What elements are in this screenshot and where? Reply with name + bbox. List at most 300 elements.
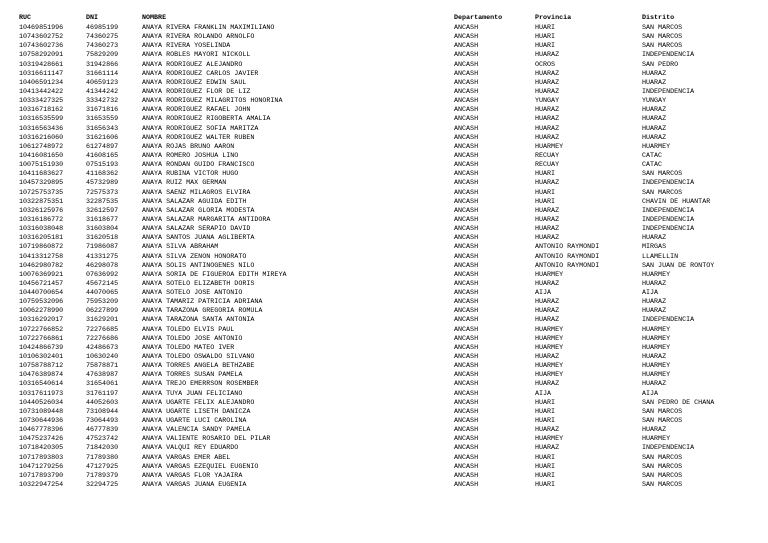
- table-row: [0, 33, 768, 42]
- provincia-cell: HUARAZ: [535, 87, 560, 96]
- departamento-cell: ANCASH: [454, 343, 479, 352]
- departamento-cell: ANCASH: [454, 307, 479, 316]
- departamento-cell: ANCASH: [454, 234, 479, 243]
- dni-cell: 71986087: [86, 243, 119, 252]
- provincia-cell: HUARMEY: [535, 325, 564, 334]
- table-row: [0, 408, 768, 417]
- ruc-cell: 10759532096: [19, 298, 64, 307]
- dni-cell: 33342732: [86, 97, 119, 106]
- nombre-cell: ANAYA UGARTE LUCI CAROLINA: [142, 417, 247, 426]
- table-row: [0, 262, 768, 271]
- table-header-row: [0, 14, 768, 23]
- dni-cell: 31654061: [86, 380, 119, 389]
- departamento-cell: ANCASH: [454, 471, 479, 480]
- dni-cell: 72276685: [86, 325, 119, 334]
- provincia-cell: HUARMEY: [535, 270, 564, 279]
- provincia-cell: RECUAY: [535, 151, 560, 160]
- dni-cell: 41168362: [86, 170, 119, 179]
- departamento-cell: ANCASH: [454, 215, 479, 224]
- provincia-cell: HUARAZ: [535, 279, 560, 288]
- ruc-cell: 10316540614: [19, 380, 64, 389]
- dni-cell: 46298078: [86, 261, 119, 270]
- header-dni: DNI: [86, 14, 99, 22]
- nombre-cell: ANAYA VALENCIA SANDY PAMELA: [142, 426, 251, 435]
- table-row: [0, 125, 768, 134]
- departamento-cell: ANCASH: [454, 124, 479, 133]
- ruc-cell: 10469851996: [19, 24, 64, 32]
- distrito-cell: INDEPENDENCIA: [642, 51, 695, 60]
- nombre-cell: ANAYA SILVA ABRAHAM: [142, 243, 219, 252]
- dni-cell: 06227899: [86, 307, 119, 316]
- departamento-cell: ANCASH: [454, 462, 479, 471]
- dni-cell: 71842030: [86, 444, 119, 453]
- dni-cell: 75829209: [86, 51, 119, 60]
- ruc-cell: 10316205181: [19, 234, 64, 243]
- dni-cell: 07636992: [86, 270, 119, 279]
- ruc-cell: 10411683627: [19, 170, 64, 179]
- provincia-cell: HUARI: [535, 170, 556, 179]
- dni-cell: 31620518: [86, 234, 119, 243]
- distrito-cell: INDEPENDENCIA: [642, 87, 695, 96]
- nombre-cell: ANAYA ROJAS BRUNO AARON: [142, 142, 235, 151]
- departamento-cell: ANCASH: [454, 325, 479, 334]
- departamento-cell: ANCASH: [454, 407, 479, 416]
- distrito-cell: MIRGAS: [642, 243, 667, 252]
- distrito-cell: HUARAZ: [642, 426, 667, 435]
- header-distrito: Distrito: [642, 14, 675, 22]
- ruc-cell: 10719860872: [19, 243, 64, 252]
- distrito-cell: INDEPENDENCIA: [642, 206, 695, 215]
- table-row: [0, 298, 768, 307]
- departamento-cell: ANCASH: [454, 142, 479, 151]
- departamento-cell: ANCASH: [454, 334, 479, 343]
- ruc-cell: 10440700654: [19, 289, 64, 298]
- ruc-cell: 10612748972: [19, 142, 64, 151]
- departamento-cell: ANCASH: [454, 115, 479, 124]
- table-row: [0, 115, 768, 124]
- distrito-cell: HUARAZ: [642, 124, 667, 133]
- nombre-cell: ANAYA SALAZAR SERAPIO DAVID: [142, 225, 251, 234]
- departamento-cell: ANCASH: [454, 69, 479, 78]
- nombre-cell: ANAYA RUIZ MAX GERMAN: [142, 179, 227, 188]
- provincia-cell: HUARMEY: [535, 142, 564, 151]
- table-row: [0, 161, 768, 170]
- dni-cell: 44052603: [86, 398, 119, 407]
- table-row: [0, 454, 768, 463]
- provincia-cell: HUARAZ: [535, 298, 560, 307]
- nombre-cell: ANAYA ROBLES MAYORI NICKOLL: [142, 51, 251, 60]
- distrito-cell: SAN JUAN DE RONTOY: [642, 261, 715, 270]
- ruc-cell: 10462980782: [19, 261, 64, 270]
- distrito-cell: HUARAZ: [642, 298, 667, 307]
- nombre-cell: ANAYA RODRIGUEZ MILAGRITOS HONORINA: [142, 97, 283, 106]
- departamento-cell: ANCASH: [454, 353, 479, 362]
- ruc-cell: 10471279256: [19, 462, 64, 471]
- departamento-cell: ANCASH: [454, 380, 479, 389]
- provincia-cell: HUARI: [535, 398, 556, 407]
- dni-cell: 44070065: [86, 289, 119, 298]
- table-row: [0, 280, 768, 289]
- dni-cell: 31653559: [86, 115, 119, 124]
- dni-cell: 31656343: [86, 124, 119, 133]
- table-row: [0, 472, 768, 481]
- provincia-cell: HUARI: [535, 33, 556, 42]
- distrito-cell: HUARAZ: [642, 307, 667, 316]
- departamento-cell: ANCASH: [454, 389, 479, 398]
- departamento-cell: ANCASH: [454, 289, 479, 298]
- nombre-cell: ANAYA SOTELO ELIZABETH DORIS: [142, 279, 255, 288]
- departamento-cell: ANCASH: [454, 197, 479, 206]
- provincia-cell: HUARI: [535, 453, 556, 462]
- ruc-cell: 10062278990: [19, 307, 64, 316]
- ruc-cell: 10316038048: [19, 225, 64, 234]
- nombre-cell: ANAYA TARAZONA GREGORIA ROMULA: [142, 307, 263, 316]
- departamento-cell: ANCASH: [454, 279, 479, 288]
- ruc-cell: 10467778396: [19, 426, 64, 435]
- nombre-cell: ANAYA TORRES ANGELA BETHZABE: [142, 362, 255, 371]
- departamento-cell: ANCASH: [454, 481, 479, 489]
- ruc-cell: 10456721457: [19, 279, 64, 288]
- header-departamento: Departamento: [454, 14, 503, 22]
- dni-cell: 31761197: [86, 389, 119, 398]
- nombre-cell: ANAYA TOLEDO MATEO IVER: [142, 343, 235, 352]
- nombre-cell: ANAYA SALAZAR GLORIA MODESTA: [142, 206, 255, 215]
- ruc-cell: 10743602736: [19, 42, 64, 51]
- nombre-cell: ANAYA TARAZONA SANTA ANTONIA: [142, 316, 255, 325]
- provincia-cell: HUARAZ: [535, 234, 560, 243]
- dni-cell: 31629201: [86, 316, 119, 325]
- ruc-cell: 10722766852: [19, 325, 64, 334]
- provincia-cell: HUARAZ: [535, 426, 560, 435]
- table-row: [0, 335, 768, 344]
- departamento-cell: ANCASH: [454, 78, 479, 87]
- ruc-cell: 10406591234: [19, 78, 64, 87]
- ruc-cell: 10333427325: [19, 97, 64, 106]
- ruc-cell: 10758788712: [19, 362, 64, 371]
- dni-cell: 74360273: [86, 42, 119, 51]
- header-nombre: NOMBRE: [142, 14, 167, 22]
- dni-cell: 40659123: [86, 78, 119, 87]
- provincia-cell: HUARAZ: [535, 106, 560, 115]
- table-row: [0, 234, 768, 243]
- nombre-cell: ANAYA SORIA DE FIGUEROA EDITH MIREYA: [142, 270, 287, 279]
- provincia-cell: HUARAZ: [535, 133, 560, 142]
- nombre-cell: ANAYA TUYA JUAN FELICIANO: [142, 389, 243, 398]
- distrito-cell: HUARMEY: [642, 343, 671, 352]
- provincia-cell: ANTONIO RAYMONDI: [535, 252, 600, 261]
- distrito-cell: HUARMEY: [642, 325, 671, 334]
- distrito-cell: SAN MARCOS: [642, 407, 683, 416]
- departamento-cell: ANCASH: [454, 42, 479, 51]
- departamento-cell: ANCASH: [454, 426, 479, 435]
- dni-cell: 31942866: [86, 60, 119, 69]
- provincia-cell: HUARI: [535, 407, 556, 416]
- provincia-cell: HUARMEY: [535, 371, 564, 380]
- nombre-cell: ANAYA TOLEDO OSWALDO SILVANO: [142, 353, 255, 362]
- dni-cell: 47638987: [86, 371, 119, 380]
- ruc-cell: 10316563436: [19, 124, 64, 133]
- provincia-cell: HUARMEY: [535, 362, 564, 371]
- table-row: [0, 207, 768, 216]
- nombre-cell: ANAYA RODRIGUEZ WALTER RUBEN: [142, 133, 255, 142]
- nombre-cell: ANAYA RIVERA FRANKLIN MAXIMILIANO: [142, 24, 275, 32]
- dni-cell: 47127925: [86, 462, 119, 471]
- table-row: [0, 353, 768, 362]
- distrito-cell: INDEPENDENCIA: [642, 444, 695, 453]
- distrito-cell: HUARAZ: [642, 133, 667, 142]
- nombre-cell: ANAYA TOLEDO ELVIS PAUL: [142, 325, 235, 334]
- distrito-cell: HUARMEY: [642, 371, 671, 380]
- ruc-cell: 10717893803: [19, 453, 64, 462]
- ruc-cell: 10316611147: [19, 69, 64, 78]
- table-row: [0, 88, 768, 97]
- provincia-cell: YUNGAY: [535, 97, 560, 106]
- table-row: [0, 289, 768, 298]
- departamento-cell: ANCASH: [454, 243, 479, 252]
- dni-cell: 73064493: [86, 417, 119, 426]
- provincia-cell: HUARAZ: [535, 206, 560, 215]
- dni-cell: 32612597: [86, 206, 119, 215]
- table-row: [0, 371, 768, 380]
- table-row: [0, 225, 768, 234]
- table-row: [0, 179, 768, 188]
- table-row: [0, 70, 768, 79]
- dni-cell: 10630240: [86, 353, 119, 362]
- departamento-cell: ANCASH: [454, 270, 479, 279]
- table-row: [0, 271, 768, 280]
- distrito-cell: HUARMEY: [642, 142, 671, 151]
- provincia-cell: HUARMEY: [535, 334, 564, 343]
- table-row: [0, 481, 768, 490]
- departamento-cell: ANCASH: [454, 362, 479, 371]
- provincia-cell: HUARAZ: [535, 115, 560, 124]
- dni-cell: 47523742: [86, 435, 119, 444]
- dni-cell: 71789380: [86, 453, 119, 462]
- nombre-cell: ANAYA SALAZAR MARGARITA ANTIDORA: [142, 215, 271, 224]
- departamento-cell: ANCASH: [454, 316, 479, 325]
- distrito-cell: HUARAZ: [642, 69, 667, 78]
- dni-cell: 41344242: [86, 87, 119, 96]
- provincia-cell: HUARAZ: [535, 124, 560, 133]
- distrito-cell: SAN MARCOS: [642, 24, 683, 32]
- ruc-cell: 10319428661: [19, 60, 64, 69]
- dni-cell: 31671816: [86, 106, 119, 115]
- table-row: [0, 24, 768, 33]
- distrito-cell: HUARAZ: [642, 279, 667, 288]
- distrito-cell: HUARMEY: [642, 270, 671, 279]
- distrito-cell: HUARAZ: [642, 78, 667, 87]
- provincia-cell: HUARAZ: [535, 51, 560, 60]
- ruc-cell: 10725753735: [19, 188, 64, 197]
- departamento-cell: ANCASH: [454, 188, 479, 197]
- distrito-cell: INDEPENDENCIA: [642, 179, 695, 188]
- distrito-cell: SAN MARCOS: [642, 453, 683, 462]
- table-row: [0, 42, 768, 51]
- ruc-cell: 10075151930: [19, 161, 64, 170]
- dni-cell: 71789379: [86, 471, 119, 480]
- distrito-cell: INDEPENDENCIA: [642, 215, 695, 224]
- nombre-cell: ANAYA TORRES SUSAN PAMELA: [142, 371, 243, 380]
- departamento-cell: ANCASH: [454, 298, 479, 307]
- departamento-cell: ANCASH: [454, 179, 479, 188]
- provincia-cell: HUARAZ: [535, 215, 560, 224]
- dni-cell: 42486673: [86, 343, 119, 352]
- nombre-cell: ANAYA RODRIGUEZ RIGOBERTA AMALIA: [142, 115, 271, 124]
- table-row: [0, 243, 768, 252]
- distrito-cell: SAN MARCOS: [642, 188, 683, 197]
- dni-cell: 41608165: [86, 151, 119, 160]
- table-row: [0, 106, 768, 115]
- table-row: [0, 134, 768, 143]
- nombre-cell: ANAYA VARGAS FLOR YAJAIRA: [142, 471, 243, 480]
- nombre-cell: ANAYA VALQUI REY EDUARDO: [142, 444, 239, 453]
- provincia-cell: AIJA: [535, 389, 552, 398]
- provincia-cell: OCROS: [535, 60, 556, 69]
- provincia-cell: HUARI: [535, 481, 556, 489]
- provincia-cell: HUARMEY: [535, 343, 564, 352]
- table-row: [0, 51, 768, 60]
- distrito-cell: SAN MARCOS: [642, 170, 683, 179]
- ruc-cell: 10413312758: [19, 252, 64, 261]
- distrito-cell: HUARAZ: [642, 234, 667, 243]
- ruc-cell: 10316216060: [19, 133, 64, 142]
- departamento-cell: ANCASH: [454, 133, 479, 142]
- nombre-cell: ANAYA RODRIGUEZ RAFAEL JOHN: [142, 106, 251, 115]
- provincia-cell: HUARI: [535, 188, 556, 197]
- nombre-cell: ANAYA RUBINA VICTOR HUGO: [142, 170, 239, 179]
- provincia-cell: HUARAZ: [535, 307, 560, 316]
- nombre-cell: ANAYA VARGAS JUANA EUGENIA: [142, 481, 247, 489]
- ruc-cell: 10476389874: [19, 371, 64, 380]
- dni-cell: 32287535: [86, 197, 119, 206]
- nombre-cell: ANAYA SALAZAR AGUIDA EDITH: [142, 197, 247, 206]
- table-row: [0, 316, 768, 325]
- table-row: [0, 253, 768, 262]
- distrito-cell: YUNGAY: [642, 97, 667, 106]
- provincia-cell: HUARI: [535, 197, 556, 206]
- departamento-cell: ANCASH: [454, 161, 479, 170]
- header-provincia: Provincia: [535, 14, 572, 22]
- table-row: [0, 152, 768, 161]
- nombre-cell: ANAYA RIVERA ROLANDO ARNOLFO: [142, 33, 255, 42]
- nombre-cell: ANAYA SILVA ZENON HONORATO: [142, 252, 247, 261]
- distrito-cell: INDEPENDENCIA: [642, 316, 695, 325]
- nombre-cell: ANAYA ROMERO JOSHUA LINO: [142, 151, 239, 160]
- provincia-cell: HUARI: [535, 471, 556, 480]
- departamento-cell: ANCASH: [454, 444, 479, 453]
- provincia-cell: HUARI: [535, 24, 556, 32]
- table-row: [0, 399, 768, 408]
- dni-cell: 07515193: [86, 161, 119, 170]
- dni-cell: 61274897: [86, 142, 119, 151]
- distrito-cell: CATAC: [642, 161, 663, 170]
- dni-cell: 46985199: [86, 24, 119, 32]
- distrito-cell: HUARMEY: [642, 435, 671, 444]
- distrito-cell: HUARAZ: [642, 106, 667, 115]
- dni-cell: 74360275: [86, 33, 119, 42]
- departamento-cell: ANCASH: [454, 24, 479, 32]
- provincia-cell: HUARI: [535, 42, 556, 51]
- nombre-cell: ANAYA UGARTE LISETH DANICZA: [142, 407, 251, 416]
- header-ruc: RUC: [19, 14, 32, 22]
- provincia-cell: HUARI: [535, 462, 556, 471]
- dni-cell: 72575373: [86, 188, 119, 197]
- dni-cell: 72276686: [86, 334, 119, 343]
- ruc-cell: 10424866739: [19, 343, 64, 352]
- table-row: [0, 143, 768, 152]
- table-row: [0, 463, 768, 472]
- ruc-cell: 10322875351: [19, 197, 64, 206]
- distrito-cell: INDEPENDENCIA: [642, 225, 695, 234]
- ruc-cell: 10731089448: [19, 407, 64, 416]
- nombre-cell: ANAYA SAENZ MILAGROS ELVIRA: [142, 188, 251, 197]
- provincia-cell: AIJA: [535, 289, 552, 298]
- ruc-cell: 10743602752: [19, 33, 64, 42]
- distrito-cell: SAN MARCOS: [642, 42, 683, 51]
- distrito-cell: SAN PEDRO: [642, 60, 679, 69]
- nombre-cell: ANAYA VARGAS EMER ABEL: [142, 453, 231, 462]
- nombre-cell: ANAYA VALIENTE ROSARIO DEL PILAR: [142, 435, 271, 444]
- dni-cell: 75953209: [86, 298, 119, 307]
- table-row: [0, 326, 768, 335]
- table-row: [0, 417, 768, 426]
- distrito-cell: HUARAZ: [642, 115, 667, 124]
- distrito-cell: HUARAZ: [642, 380, 667, 389]
- ruc-cell: 10316535599: [19, 115, 64, 124]
- ruc-cell: 10317611973: [19, 389, 64, 398]
- distrito-cell: HUARMEY: [642, 334, 671, 343]
- ruc-cell: 10440526034: [19, 398, 64, 407]
- table-row: [0, 390, 768, 399]
- ruc-cell: 10076369921: [19, 270, 64, 279]
- nombre-cell: ANAYA RODRIGUEZ ALEJANDRO: [142, 60, 243, 69]
- dni-cell: 31603804: [86, 225, 119, 234]
- ruc-cell: 10718420305: [19, 444, 64, 453]
- nombre-cell: ANAYA SOTELO JOSE ANTONIO: [142, 289, 243, 298]
- provincia-cell: ANTONIO RAYMONDI: [535, 243, 600, 252]
- ruc-cell: 10758292091: [19, 51, 64, 60]
- distrito-cell: SAN MARCOS: [642, 471, 683, 480]
- ruc-cell: 10316718162: [19, 106, 64, 115]
- table-row: [0, 435, 768, 444]
- table-row: [0, 444, 768, 453]
- table-row: [0, 61, 768, 70]
- table-row: [0, 189, 768, 198]
- departamento-cell: ANCASH: [454, 261, 479, 270]
- ruc-cell: 10457329895: [19, 179, 64, 188]
- distrito-cell: SAN MARCOS: [642, 462, 683, 471]
- nombre-cell: ANAYA RIVERA YOSELINDA: [142, 42, 231, 51]
- ruc-cell: 10326125976: [19, 206, 64, 215]
- nombre-cell: ANAYA RODRIGUEZ SOFIA MARITZA: [142, 124, 259, 133]
- departamento-cell: ANCASH: [454, 225, 479, 234]
- provincia-cell: HUARAZ: [535, 179, 560, 188]
- distrito-cell: AIJA: [642, 289, 659, 298]
- departamento-cell: ANCASH: [454, 97, 479, 106]
- nombre-cell: ANAYA RODRIGUEZ EDWIN SAUL: [142, 78, 247, 87]
- departamento-cell: ANCASH: [454, 398, 479, 407]
- provincia-cell: HUARAZ: [535, 78, 560, 87]
- distrito-cell: LLAMELLIN: [642, 252, 679, 261]
- departamento-cell: ANCASH: [454, 106, 479, 115]
- nombre-cell: ANAYA VARGAS EZEQUIEL EUGENIO: [142, 462, 259, 471]
- table-row: [0, 79, 768, 88]
- nombre-cell: ANAYA UGARTE FELIX ALEJANDRO: [142, 398, 255, 407]
- nombre-cell: ANAYA TOLEDO JOSE ANTONIO: [142, 334, 243, 343]
- ruc-cell: 10316186772: [19, 215, 64, 224]
- dni-cell: 45672145: [86, 279, 119, 288]
- distrito-cell: SAN MARCOS: [642, 417, 683, 426]
